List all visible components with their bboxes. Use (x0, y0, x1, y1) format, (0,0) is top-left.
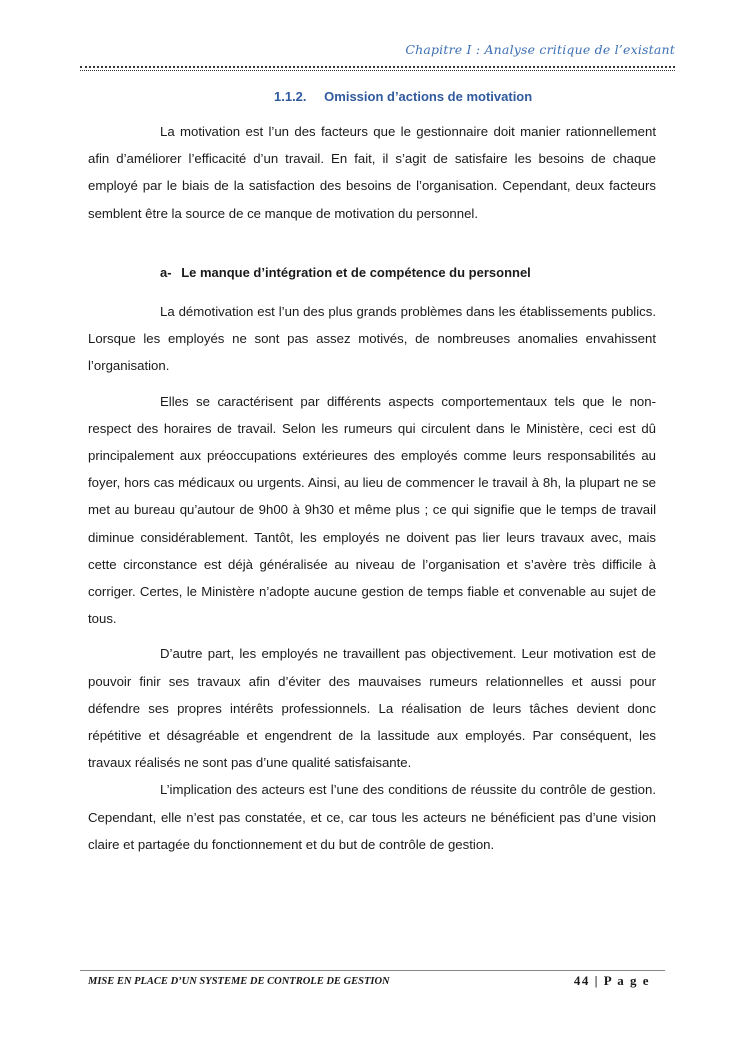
paragraph: D’autre part, les employés ne travaillent pas objectivement. Leur motivation est de pouvoir finir ses travaux afin d’éviter des mauvaises rumeurs relationnelles et aussi pour défendre ses propres intérêts professionnels. La réalisation de leurs tâches devient donc répétitive et désagréable et engendrent de la lassitude aux employés. Par conséquent, les travaux réalisés ne sont pas d’une qualité satisfaisante. (88, 646, 656, 771)
page-number-block (574, 973, 650, 989)
subsection-heading (160, 265, 531, 280)
footer-divider (80, 970, 665, 971)
subsection-title: Le manque d’intégration et de compétence du personnel (181, 265, 531, 280)
page-label: P a g e (603, 973, 650, 988)
main-text-block (88, 298, 656, 858)
chapter-title: Chapitre I : Analyse critique de l’existant (405, 42, 675, 57)
intro-text-block (88, 118, 656, 227)
header-divider (80, 66, 675, 71)
paragraph: Elles se caractérisent par différents aspects comportementaux tels que le non-respect des horaires de travail. Selon les rumeurs qui circulent dans le Ministère, ceci est dû principalement aux préoccupations extérieures des employés comme leurs responsabilités au foyer, hors cas médicaux ou urgents. Ainsi, au lieu de commencer le travail à 8h, la plupart ne se met au bureau qu’autour de 9h00 à 9h30 et même plus ; ce qui signifie que le temps de travail diminue considérablement. Tantôt, les employés ne doivent pas lier leurs travaux avec, mais cette circonstance est déjà généralisée au niveau de l’organisation et s’avère très difficile à corriger. Certes, le Ministère n’adopte aucune gestion de temps fiable et convenable au sujet de tous. (88, 393, 656, 627)
paragraph: La motivation est l’un des facteurs que le gestionnaire doit manier rationnellement afin d’améliorer l’efficacité d’un travail. En fait, il s’agit de satisfaire les besoins de chaque employé par le biais de la satisfaction des besoins de l’organisation. Cependant, deux facteurs semblent être la source de ce manque de motivation du personnel. (88, 124, 656, 221)
paragraph: L’implication des acteurs est l’une des conditions de réussite du contrôle de gestion. Cependant, elle n’est pas constatée, et ce, car tous les acteurs ne bénéficient pas d’une vision claire et partagée du fonctionnement et du but de contrôle de gestion. (88, 782, 656, 852)
section-heading (274, 89, 532, 104)
footer-document-title: MISE EN PLACE D’UN SYSTEME DE CONTROLE DE GESTION (88, 976, 390, 987)
subsection-letter: a- (160, 265, 172, 280)
page-separator: | (594, 973, 599, 988)
section-title: Omission d’actions de motivation (324, 89, 533, 104)
page-number: 44 (573, 973, 590, 988)
paragraph: La démotivation est l’un des plus grands problèmes dans les établissements publics. Lorsque les employés ne sont pas assez motivés, de nombreuses anomalies envahissent l’organisation. (88, 304, 656, 374)
section-number: 1.1.2. (274, 89, 307, 104)
running-header (80, 42, 675, 57)
